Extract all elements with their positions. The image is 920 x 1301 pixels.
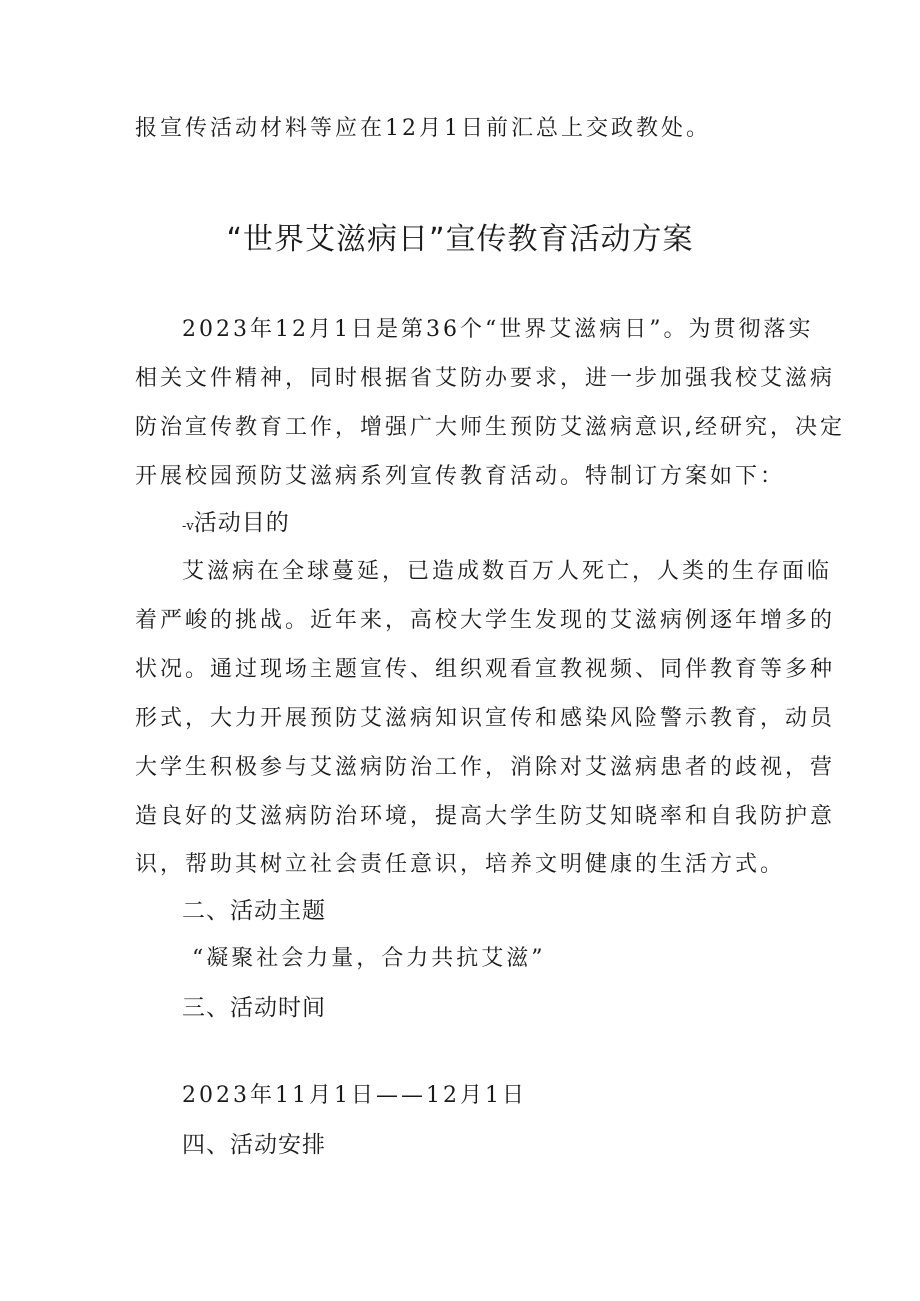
section-heading-2: 二、活动主题: [182, 898, 326, 924]
heading-marker: -v: [182, 519, 194, 534]
intro-line: 开展校园预防艾滋病系列宣传教育活动。特制订方案如下：: [135, 464, 786, 489]
body-line: 造良好的艾滋病防治环境，提高大学生防艾知晓率和自我防护意: [135, 804, 836, 829]
body-line: 大学生积极参与艾滋病防治工作，消除对艾滋病患者的歧视，营: [135, 755, 836, 780]
body-line: 形式，大力开展预防艾滋病知识宣传和感染风险警示教育，动员: [135, 706, 836, 731]
section-heading-4: 四、活动安排: [182, 1132, 326, 1158]
body-line: 着严峻的挑战。近年来，高校大学生发现的艾滋病例逐年增多的: [135, 608, 836, 633]
theme-line: “凝聚社会力量，合力共抗艾滋”: [192, 946, 546, 971]
body-line: 状况。通过现场主题宣传、组织观看宣教视频、同伴教育等多种: [135, 657, 836, 682]
body-line: 艾滋病在全球蔓延，已造成数百万人死亡，人类的生存面临: [182, 559, 833, 584]
top-line: 报宣传活动材料等应在12月1日前汇总上交政教处。: [135, 116, 711, 141]
section-heading-1: [182, 508, 290, 542]
section-heading-3: 三、活动时间: [182, 995, 326, 1021]
page-title: “世界艾滋病日”宣传教育活动方案: [226, 222, 694, 257]
intro-line: 2023年12月1日是第36个“世界艾滋病日”。为贯彻落实: [182, 317, 814, 342]
body-line: 识，帮助其树立社会责任意识，培养文明健康的生活方式。: [135, 852, 786, 877]
intro-line: 相关文件精神，同时根据省艾防办要求，进一步加强我校艾滋病: [135, 366, 836, 391]
time-line: 2023年11月1日——12月1日: [182, 1083, 527, 1108]
heading-text: 活动目的: [193, 510, 290, 536]
intro-line: 防治宣传教育工作，增强广大师生预防艾滋病意识,经研究，决定: [135, 415, 845, 440]
